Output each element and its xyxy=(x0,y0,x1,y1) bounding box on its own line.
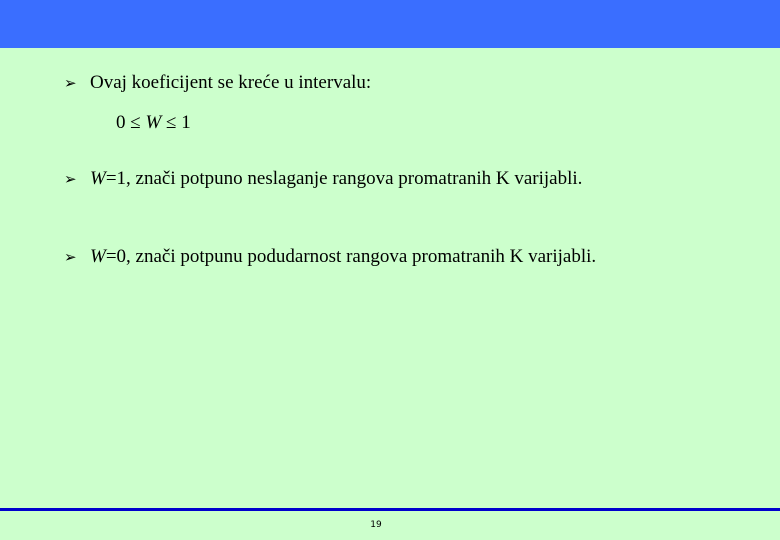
bullet-w-one xyxy=(64,168,582,190)
formula-left: 0 ≤ xyxy=(116,112,146,133)
arrow-bullet-icon: ➢ xyxy=(64,248,77,266)
formula-variable: W xyxy=(145,112,162,133)
arrow-bullet-icon: ➢ xyxy=(64,170,77,188)
bullet-w-zero-variable: W xyxy=(90,246,106,267)
bullet-w-zero-text: =0, znači potpunu podudarnost rangova promatranih K varijabli. xyxy=(105,246,597,267)
bullet-w-one-text: =1, znači potpuno neslaganje rangova promatranih K varijabli. xyxy=(105,168,583,189)
arrow-bullet-icon: ➢ xyxy=(64,74,77,92)
page-number: 19 xyxy=(370,520,382,530)
footer-line xyxy=(0,508,780,511)
bullet-w-zero xyxy=(64,246,596,268)
interval-formula xyxy=(116,112,191,134)
bullet-intro-text: Ovaj koeficijent se kreće u intervalu: xyxy=(90,72,372,93)
formula-right: ≤ 1 xyxy=(161,112,191,133)
bullet-w-one-variable: W xyxy=(90,168,106,189)
header-bar xyxy=(0,0,780,48)
bullet-intro xyxy=(64,72,371,94)
